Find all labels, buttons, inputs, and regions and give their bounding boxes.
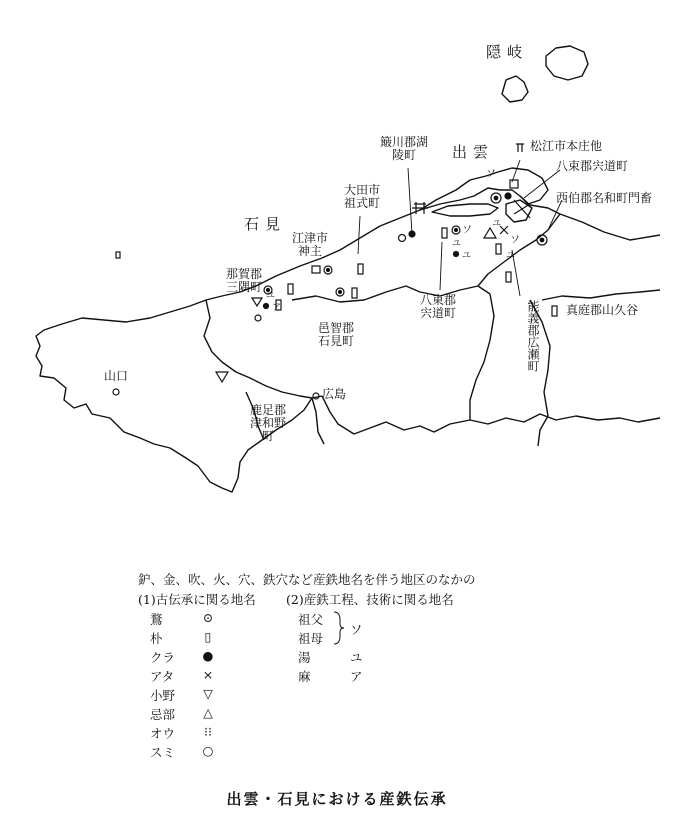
region-label-oki: 隠岐	[486, 43, 529, 61]
map-mark-yu: ユ	[506, 251, 516, 261]
place-label-yatsuka-shinji: 八束郡宍道町	[556, 159, 629, 173]
legend-item-name: 湯	[298, 650, 311, 665]
leader-hikawa	[408, 168, 412, 234]
place-label-yamaguchi: 山口	[104, 369, 129, 383]
map-mark-yu: ユ	[452, 239, 462, 249]
rect-symbol	[352, 288, 357, 298]
rect-symbol	[506, 272, 511, 282]
legend-item-name: 祖父	[298, 612, 324, 627]
legend-item-symbol: ⊙	[202, 610, 214, 625]
region-label-iwami: 石見	[244, 215, 287, 233]
legend-item-symbol: △	[203, 705, 213, 720]
rect-symbol	[496, 244, 501, 254]
map-mark-so: ソ	[486, 169, 496, 180]
oki-island-2	[502, 76, 528, 102]
figure-caption: 出雲・石見における産鉄伝承	[226, 790, 448, 808]
cross-symbol	[500, 226, 508, 234]
leader-yatsuka2	[440, 242, 442, 290]
boundary-9	[312, 398, 324, 444]
map-mark-yu: ユ	[462, 251, 472, 261]
black-dot-symbol	[454, 252, 459, 257]
map-mark-yu: ユ	[266, 291, 276, 301]
legend-item-symbol: ×	[202, 667, 214, 682]
legend-item-symbol: ▯	[204, 629, 212, 644]
boundary-4	[478, 214, 560, 286]
boundary-5	[470, 294, 494, 420]
triangle-down-symbol	[252, 298, 262, 306]
legend	[138, 570, 558, 760]
rect-symbol	[312, 266, 320, 273]
legend-right-symbol: ソ	[350, 622, 363, 637]
rect-symbol	[116, 252, 120, 258]
legend-item-symbol: ▽	[203, 686, 213, 701]
leader-ohda	[358, 216, 360, 254]
rect-symbol	[288, 284, 293, 294]
legend-item-name: 麻	[298, 669, 311, 684]
boundary-8	[538, 416, 548, 446]
map-mark-yu: ユ	[492, 219, 502, 229]
place-label-nogi: 能義郡広瀬町	[526, 300, 540, 372]
legend-item-name: 朴	[150, 631, 163, 646]
black-dot-symbol	[264, 304, 269, 309]
map-mark-so: ソ	[510, 235, 520, 246]
lake-shinji	[432, 204, 498, 216]
place-label-gotsu: 江津市神主	[291, 231, 328, 258]
boundary-3	[292, 286, 490, 302]
legend-item-name: クラ	[150, 650, 176, 665]
legend-item-symbol: ○	[202, 743, 214, 758]
place-label-ohda: 大田市祖式町	[343, 183, 380, 210]
open-circle-symbol	[313, 393, 319, 399]
rect-symbol	[442, 228, 447, 238]
place-label-hiroshima: 広島	[322, 387, 347, 401]
legend-item-name: 鶩	[150, 612, 163, 627]
place-label-yatsuka2: 八東郡宍道町	[419, 293, 456, 320]
place-label-ochi: 邑智郡石見町	[317, 321, 354, 348]
place-label-naka: 那賀郡三隅町	[225, 267, 262, 294]
legend-item-symbol: ユ	[350, 650, 363, 665]
place-label-maniwa: 真庭郡山久谷	[566, 303, 639, 317]
map-mark-so: ソ	[462, 225, 472, 236]
legend-brace	[332, 610, 346, 646]
legend-item-symbol: ⁝⁝	[204, 724, 212, 739]
legend-item-name: 小野	[150, 688, 176, 703]
legend-item-symbol: ア	[350, 669, 363, 684]
legend-heading-left: (1)古伝承に関る地名	[138, 592, 256, 607]
legend-item-name: スミ	[150, 745, 176, 760]
black-dot-symbol	[505, 193, 511, 199]
black-dot-symbol	[409, 231, 415, 237]
legend-heading-right: (2)産鉄工程、技術に関る地名	[286, 592, 454, 607]
triangle-down-symbol	[216, 372, 228, 382]
rect-symbol	[552, 306, 557, 316]
legend-item-name: 祖母	[298, 631, 324, 646]
open-circle-symbol	[399, 235, 406, 242]
leader-yatsuka	[524, 170, 560, 198]
legend-item-name: オウ	[150, 726, 176, 741]
rect-symbol	[510, 180, 518, 188]
open-circle-symbol	[113, 389, 119, 395]
legend-item-name: 忌部	[150, 707, 176, 722]
map-mark-a: ア	[272, 303, 282, 313]
region-label-izumo: 出雲	[452, 143, 495, 161]
place-label-matsue: 松江市本庄他	[530, 139, 603, 153]
legend-item-symbol: ●	[202, 648, 214, 663]
place-label-saihaku: 西伯郡名和町門畜	[556, 191, 653, 205]
open-circle-symbol	[255, 315, 261, 321]
leader-matsue	[512, 160, 520, 182]
oki-island-1	[546, 46, 588, 80]
south-coast	[322, 396, 660, 434]
legend-intro: 鈩、金、吹、火、穴、鉄穴など産鉄地名を伴う地区のなかの	[138, 572, 476, 587]
shrine-symbol	[516, 144, 524, 152]
rect-symbol	[358, 264, 363, 274]
place-label-hikawa: 簸川郡湖陵町	[379, 135, 428, 162]
place-label-kanoashi: 鹿足郡津和野町	[249, 403, 286, 443]
boundary-7	[542, 290, 660, 300]
legend-item-name: アタ	[150, 669, 175, 684]
